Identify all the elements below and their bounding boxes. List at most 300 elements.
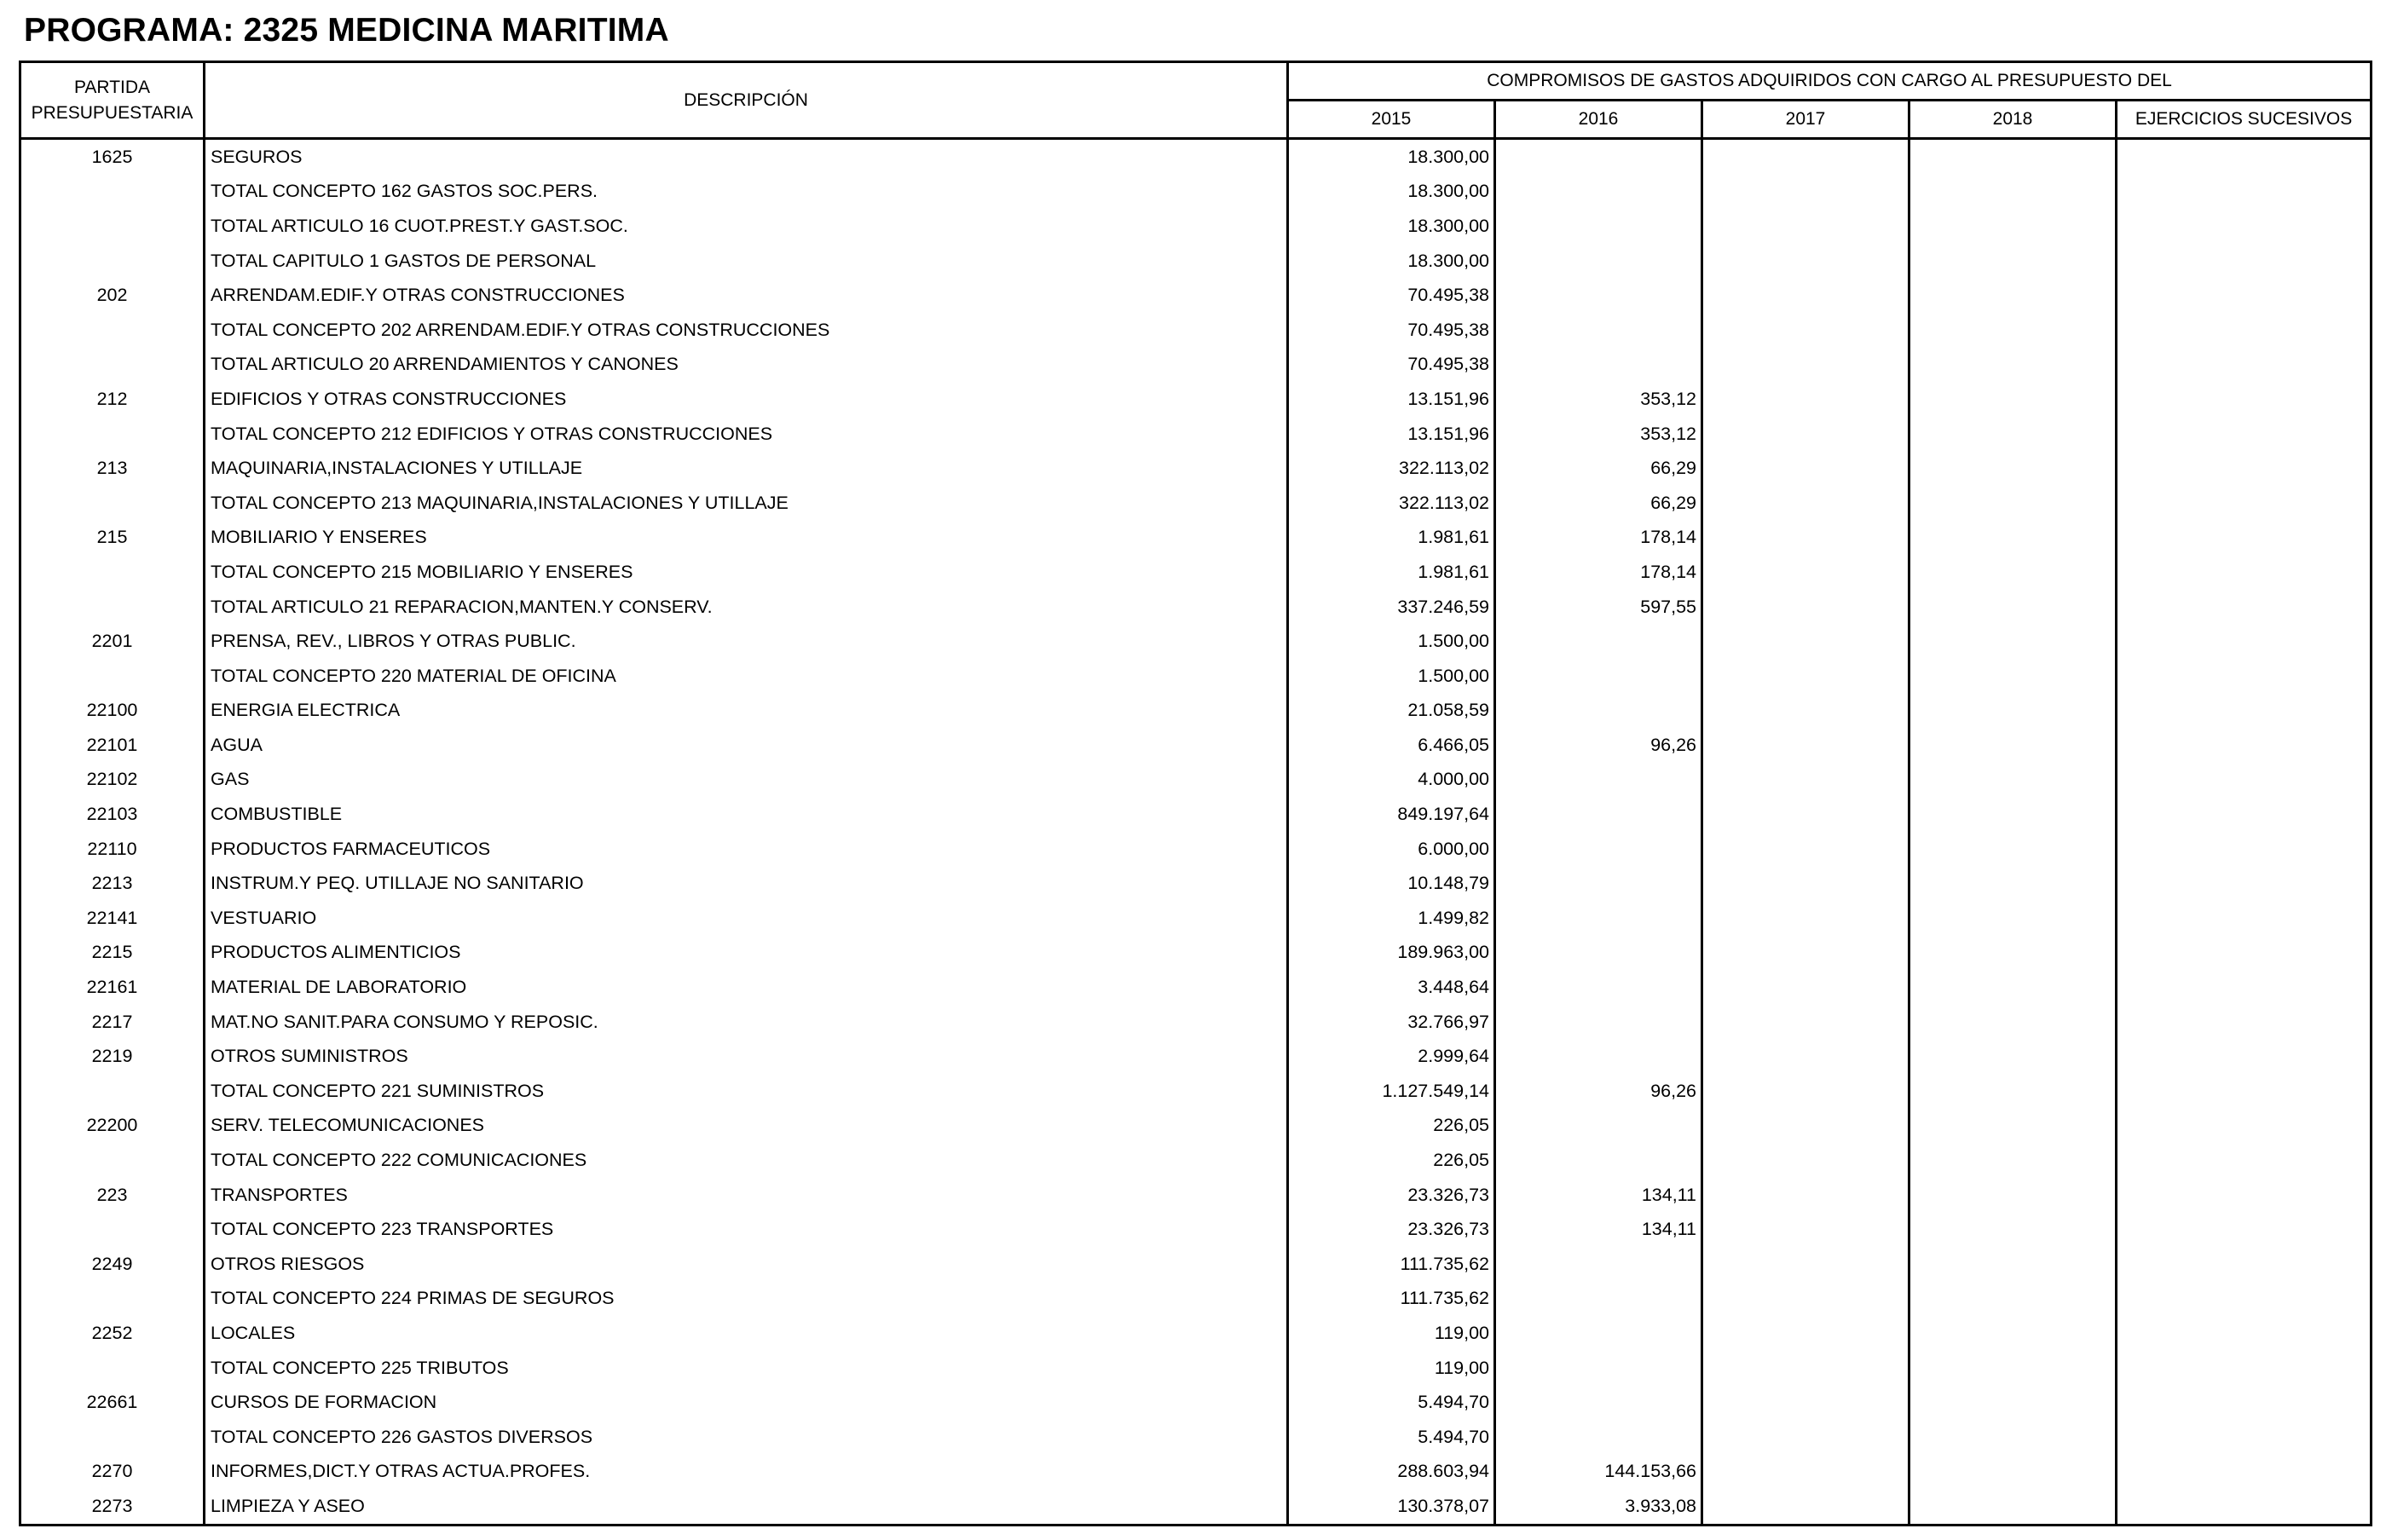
cell-2017 [1702,382,1909,417]
cell-2016 [1495,1143,1702,1178]
cell-ejercicios-sucesivos [2117,382,2372,417]
cell-2016 [1495,244,1702,279]
header-year-2018: 2018 [1909,101,2117,139]
cell-2018 [1909,1074,2117,1109]
cell-2017 [1702,313,1909,348]
cell-descripcion: TOTAL CONCEPTO 202 ARRENDAM.EDIF.Y OTRAS CONSTRUCCIONES [205,313,1288,348]
cell-2016 [1495,694,1702,729]
cell-descripcion: TOTAL ARTICULO 16 CUOT.PREST.Y GAST.SOC. [205,209,1288,244]
table-row [20,901,2372,936]
cell-2018 [1909,1316,2117,1351]
cell-2016 [1495,901,1702,936]
cell-2018 [1909,1385,2117,1420]
cell-2016: 66,29 [1495,486,1702,521]
cell-2017 [1702,244,1909,279]
cell-ejercicios-sucesivos [2117,1282,2372,1317]
cell-2016 [1495,659,1702,694]
cell-2015: 18.300,00 [1288,175,1495,210]
header-year-2016: 2016 [1495,101,1702,139]
cell-2015: 18.300,00 [1288,244,1495,279]
cell-partida [20,313,205,348]
cell-partida: 22661 [20,1385,205,1420]
cell-descripcion: TOTAL CAPITULO 1 GASTOS DE PERSONAL [205,244,1288,279]
table-row [20,1351,2372,1386]
cell-descripcion: MATERIAL DE LABORATORIO [205,970,1288,1005]
cell-partida: 2249 [20,1247,205,1282]
cell-2018 [1909,1005,2117,1040]
cell-2017 [1702,521,1909,556]
cell-2016: 3.933,08 [1495,1489,1702,1525]
cell-2018 [1909,1212,2117,1247]
cell-ejercicios-sucesivos [2117,1455,2372,1490]
cell-2018 [1909,1247,2117,1282]
cell-partida: 22200 [20,1109,205,1144]
table-row [20,417,2372,452]
cell-ejercicios-sucesivos [2117,1420,2372,1455]
table-row [20,1489,2372,1525]
cell-descripcion: TOTAL CONCEPTO 212 EDIFICIOS Y OTRAS CONSTRUCCIONES [205,417,1288,452]
cell-2017 [1702,348,1909,383]
cell-descripcion: TOTAL ARTICULO 20 ARRENDAMIENTOS Y CANONES [205,348,1288,383]
table-row [20,209,2372,244]
cell-2016 [1495,1420,1702,1455]
cell-2017 [1702,901,1909,936]
cell-descripcion: TOTAL CONCEPTO 224 PRIMAS DE SEGUROS [205,1282,1288,1317]
cell-descripcion: GAS [205,763,1288,798]
cell-descripcion: OTROS SUMINISTROS [205,1039,1288,1074]
header-partida: PARTIDA PRESUPUESTARIA [20,62,205,139]
cell-2016 [1495,209,1702,244]
cell-descripcion: TOTAL CONCEPTO 215 MOBILIARIO Y ENSERES [205,555,1288,590]
cell-partida [20,175,205,210]
cell-2017 [1702,486,1909,521]
cell-2017 [1702,694,1909,729]
cell-partida [20,590,205,625]
cell-ejercicios-sucesivos [2117,1074,2372,1109]
cell-2018 [1909,763,2117,798]
cell-descripcion: PRODUCTOS ALIMENTICIOS [205,936,1288,971]
cell-ejercicios-sucesivos [2117,901,2372,936]
cell-2016: 597,55 [1495,590,1702,625]
cell-ejercicios-sucesivos [2117,1005,2372,1040]
cell-2016: 66,29 [1495,451,1702,486]
cell-2016 [1495,139,1702,175]
cell-partida: 22102 [20,763,205,798]
cell-2018 [1909,139,2117,175]
cell-2015: 189.963,00 [1288,936,1495,971]
cell-2015: 1.500,00 [1288,624,1495,659]
cell-2015: 226,05 [1288,1143,1495,1178]
cell-partida [20,1420,205,1455]
cell-2018 [1909,1143,2117,1178]
cell-2017 [1702,1455,1909,1490]
cell-2018 [1909,1039,2117,1074]
cell-partida: 2252 [20,1316,205,1351]
cell-descripcion: SERV. TELECOMUNICACIONES [205,1109,1288,1144]
cell-2015: 6.000,00 [1288,832,1495,867]
table-row [20,175,2372,210]
cell-partida [20,417,205,452]
cell-2015: 23.326,73 [1288,1178,1495,1213]
cell-2018 [1909,209,2117,244]
table-row [20,521,2372,556]
cell-2015: 119,00 [1288,1316,1495,1351]
cell-partida: 2270 [20,1455,205,1490]
cell-2018 [1909,797,2117,832]
cell-2016 [1495,1247,1702,1282]
cell-partida: 2201 [20,624,205,659]
cell-2015: 2.999,64 [1288,1039,1495,1074]
cell-2015: 226,05 [1288,1109,1495,1144]
cell-2017 [1702,970,1909,1005]
table-row [20,1143,2372,1178]
table-row [20,555,2372,590]
cell-descripcion: MAQUINARIA,INSTALACIONES Y UTILLAJE [205,451,1288,486]
cell-descripcion: PRENSA, REV., LIBROS Y OTRAS PUBLIC. [205,624,1288,659]
cell-2017 [1702,1212,1909,1247]
cell-2017 [1702,624,1909,659]
cell-partida [20,1074,205,1109]
cell-2018 [1909,1282,2117,1317]
cell-ejercicios-sucesivos [2117,555,2372,590]
cell-ejercicios-sucesivos [2117,1178,2372,1213]
cell-2018 [1909,1109,2117,1144]
cell-2016 [1495,970,1702,1005]
cell-ejercicios-sucesivos [2117,348,2372,383]
cell-partida [20,1282,205,1317]
cell-ejercicios-sucesivos [2117,244,2372,279]
cell-2017 [1702,1385,1909,1420]
cell-2015: 111.735,62 [1288,1282,1495,1317]
cell-2015: 322.113,02 [1288,486,1495,521]
budget-table [19,61,2372,1526]
cell-partida [20,1212,205,1247]
cell-2015: 1.981,61 [1288,521,1495,556]
table-row [20,694,2372,729]
table-row [20,1212,2372,1247]
cell-ejercicios-sucesivos [2117,832,2372,867]
cell-ejercicios-sucesivos [2117,1351,2372,1386]
cell-2017 [1702,763,1909,798]
table-row [20,590,2372,625]
cell-partida [20,659,205,694]
table-row [20,936,2372,971]
cell-2015: 70.495,38 [1288,278,1495,313]
cell-2018 [1909,970,2117,1005]
cell-ejercicios-sucesivos [2117,278,2372,313]
cell-ejercicios-sucesivos [2117,1039,2372,1074]
table-row [20,244,2372,279]
cell-2015: 849.197,64 [1288,797,1495,832]
cell-2017 [1702,797,1909,832]
table-row [20,1039,2372,1074]
cell-ejercicios-sucesivos [2117,313,2372,348]
cell-2018 [1909,1178,2117,1213]
cell-2015: 111.735,62 [1288,1247,1495,1282]
cell-2017 [1702,1109,1909,1144]
cell-2015: 1.127.549,14 [1288,1074,1495,1109]
cell-partida [20,1143,205,1178]
cell-2017 [1702,866,1909,901]
table-row [20,1109,2372,1144]
cell-2016: 144.153,66 [1495,1455,1702,1490]
cell-2016: 353,12 [1495,417,1702,452]
cell-2015: 23.326,73 [1288,1212,1495,1247]
table-row [20,1420,2372,1455]
cell-2018 [1909,348,2117,383]
cell-ejercicios-sucesivos [2117,970,2372,1005]
table-body [20,139,2372,1526]
cell-2016 [1495,763,1702,798]
table-row [20,382,2372,417]
cell-descripcion: ENERGIA ELECTRICA [205,694,1288,729]
cell-ejercicios-sucesivos [2117,694,2372,729]
cell-2018 [1909,278,2117,313]
cell-descripcion: AGUA [205,728,1288,763]
cell-2016 [1495,278,1702,313]
cell-descripcion: LOCALES [205,1316,1288,1351]
cell-ejercicios-sucesivos [2117,1109,2372,1144]
cell-ejercicios-sucesivos [2117,1143,2372,1178]
cell-ejercicios-sucesivos [2117,624,2372,659]
cell-partida: 2217 [20,1005,205,1040]
table-row [20,832,2372,867]
cell-2015: 4.000,00 [1288,763,1495,798]
cell-2018 [1909,866,2117,901]
cell-2017 [1702,590,1909,625]
cell-partida: 2273 [20,1489,205,1525]
cell-descripcion: ARRENDAM.EDIF.Y OTRAS CONSTRUCCIONES [205,278,1288,313]
cell-2016 [1495,348,1702,383]
cell-2016 [1495,1282,1702,1317]
cell-2017 [1702,1074,1909,1109]
cell-descripcion: PRODUCTOS FARMACEUTICOS [205,832,1288,867]
cell-partida [20,486,205,521]
cell-partida: 22110 [20,832,205,867]
cell-descripcion: TOTAL CONCEPTO 223 TRANSPORTES [205,1212,1288,1247]
table-row [20,624,2372,659]
cell-2015: 288.603,94 [1288,1455,1495,1490]
cell-descripcion: OTROS RIESGOS [205,1247,1288,1282]
cell-2017 [1702,175,1909,210]
cell-2018 [1909,901,2117,936]
cell-descripcion: TOTAL CONCEPTO 222 COMUNICACIONES [205,1143,1288,1178]
cell-2016 [1495,797,1702,832]
cell-partida: 22100 [20,694,205,729]
cell-partida: 22103 [20,797,205,832]
cell-partida [20,244,205,279]
cell-descripcion: COMBUSTIBLE [205,797,1288,832]
cell-partida: 22141 [20,901,205,936]
cell-2016: 178,14 [1495,521,1702,556]
cell-ejercicios-sucesivos [2117,209,2372,244]
cell-descripcion: INFORMES,DICT.Y OTRAS ACTUA.PROFES. [205,1455,1288,1490]
cell-2017 [1702,659,1909,694]
cell-2018 [1909,728,2117,763]
cell-2018 [1909,1489,2117,1525]
cell-2016: 134,11 [1495,1178,1702,1213]
cell-2017 [1702,1420,1909,1455]
cell-2018 [1909,624,2117,659]
cell-2015: 6.466,05 [1288,728,1495,763]
page-title: PROGRAMA: 2325 MEDICINA MARITIMA [24,12,669,49]
cell-partida: 202 [20,278,205,313]
cell-2016 [1495,313,1702,348]
cell-2016 [1495,1316,1702,1351]
cell-descripcion: MAT.NO SANIT.PARA CONSUMO Y REPOSIC. [205,1005,1288,1040]
cell-ejercicios-sucesivos [2117,1212,2372,1247]
cell-2015: 70.495,38 [1288,313,1495,348]
cell-2017 [1702,1282,1909,1317]
cell-2016: 96,26 [1495,728,1702,763]
cell-2016 [1495,1109,1702,1144]
cell-2015: 1.499,82 [1288,901,1495,936]
cell-2015: 70.495,38 [1288,348,1495,383]
cell-2015: 1.500,00 [1288,659,1495,694]
cell-2017 [1702,1351,1909,1386]
table-row [20,866,2372,901]
cell-descripcion: TOTAL CONCEPTO 221 SUMINISTROS [205,1074,1288,1109]
table-row [20,659,2372,694]
cell-partida [20,1351,205,1386]
header-year-2017: 2017 [1702,101,1909,139]
cell-ejercicios-sucesivos [2117,1316,2372,1351]
cell-partida: 1625 [20,139,205,175]
table-row [20,313,2372,348]
table-row [20,728,2372,763]
cell-2015: 21.058,59 [1288,694,1495,729]
table-row [20,1005,2372,1040]
cell-partida [20,209,205,244]
cell-2015: 18.300,00 [1288,139,1495,175]
table-row [20,348,2372,383]
cell-descripcion: SEGUROS [205,139,1288,175]
cell-2018 [1909,936,2117,971]
cell-partida: 213 [20,451,205,486]
cell-2015: 13.151,96 [1288,382,1495,417]
cell-partida: 223 [20,1178,205,1213]
table-row [20,1455,2372,1490]
cell-2016: 353,12 [1495,382,1702,417]
cell-2017 [1702,1143,1909,1178]
cell-partida: 215 [20,521,205,556]
cell-2016 [1495,175,1702,210]
cell-2017 [1702,1247,1909,1282]
cell-2017 [1702,1005,1909,1040]
cell-2017 [1702,936,1909,971]
cell-2015: 5.494,70 [1288,1385,1495,1420]
cell-2018 [1909,313,2117,348]
cell-partida [20,348,205,383]
cell-2015: 32.766,97 [1288,1005,1495,1040]
cell-partida: 212 [20,382,205,417]
cell-2018 [1909,1455,2117,1490]
cell-2016 [1495,624,1702,659]
cell-descripcion: INSTRUM.Y PEQ. UTILLAJE NO SANITARIO [205,866,1288,901]
cell-ejercicios-sucesivos [2117,797,2372,832]
cell-2016 [1495,1351,1702,1386]
cell-2017 [1702,1489,1909,1525]
cell-2016: 96,26 [1495,1074,1702,1109]
cell-2017 [1702,139,1909,175]
cell-2015: 5.494,70 [1288,1420,1495,1455]
cell-2018 [1909,451,2117,486]
cell-ejercicios-sucesivos [2117,1247,2372,1282]
cell-ejercicios-sucesivos [2117,417,2372,452]
cell-descripcion: EDIFICIOS Y OTRAS CONSTRUCCIONES [205,382,1288,417]
cell-descripcion: TOTAL CONCEPTO 220 MATERIAL DE OFICINA [205,659,1288,694]
cell-ejercicios-sucesivos [2117,1489,2372,1525]
cell-2017 [1702,417,1909,452]
cell-ejercicios-sucesivos [2117,936,2372,971]
cell-2016: 178,14 [1495,555,1702,590]
table-row [20,1385,2372,1420]
cell-ejercicios-sucesivos [2117,866,2372,901]
cell-2017 [1702,278,1909,313]
cell-2017 [1702,728,1909,763]
cell-2017 [1702,832,1909,867]
cell-ejercicios-sucesivos [2117,486,2372,521]
header-year-2015: 2015 [1288,101,1495,139]
cell-partida: 2215 [20,936,205,971]
cell-2015: 13.151,96 [1288,417,1495,452]
cell-ejercicios-sucesivos [2117,659,2372,694]
table-row [20,1178,2372,1213]
cell-2018 [1909,486,2117,521]
cell-ejercicios-sucesivos [2117,175,2372,210]
table-row [20,1247,2372,1282]
cell-2015: 337.246,59 [1288,590,1495,625]
cell-partida [20,555,205,590]
cell-descripcion: LIMPIEZA Y ASEO [205,1489,1288,1525]
header-ejercicios-sucesivos: EJERCICIOS SUCESIVOS [2117,101,2372,139]
cell-2018 [1909,521,2117,556]
cell-2016 [1495,1005,1702,1040]
cell-2015: 18.300,00 [1288,209,1495,244]
cell-2017 [1702,555,1909,590]
cell-ejercicios-sucesivos [2117,139,2372,175]
table-row [20,278,2372,313]
cell-descripcion: TOTAL CONCEPTO 225 TRIBUTOS [205,1351,1288,1386]
cell-2015: 3.448,64 [1288,970,1495,1005]
cell-descripcion: TOTAL ARTICULO 21 REPARACION,MANTEN.Y CONSERV. [205,590,1288,625]
cell-2018 [1909,417,2117,452]
cell-2015: 1.981,61 [1288,555,1495,590]
table-row [20,763,2372,798]
cell-2015: 10.148,79 [1288,866,1495,901]
cell-2017 [1702,1178,1909,1213]
cell-2018 [1909,1420,2117,1455]
cell-2018 [1909,175,2117,210]
cell-2018 [1909,244,2117,279]
table-row [20,1282,2372,1317]
cell-partida: 2219 [20,1039,205,1074]
cell-2016 [1495,866,1702,901]
cell-2018 [1909,1351,2117,1386]
cell-ejercicios-sucesivos [2117,590,2372,625]
cell-ejercicios-sucesivos [2117,521,2372,556]
cell-descripcion: CURSOS DE FORMACION [205,1385,1288,1420]
cell-2018 [1909,382,2117,417]
cell-2017 [1702,1316,1909,1351]
cell-2018 [1909,659,2117,694]
table-row [20,797,2372,832]
table-row [20,139,2372,175]
cell-2016 [1495,1385,1702,1420]
table-row [20,1074,2372,1109]
cell-2016 [1495,1039,1702,1074]
table-row [20,970,2372,1005]
